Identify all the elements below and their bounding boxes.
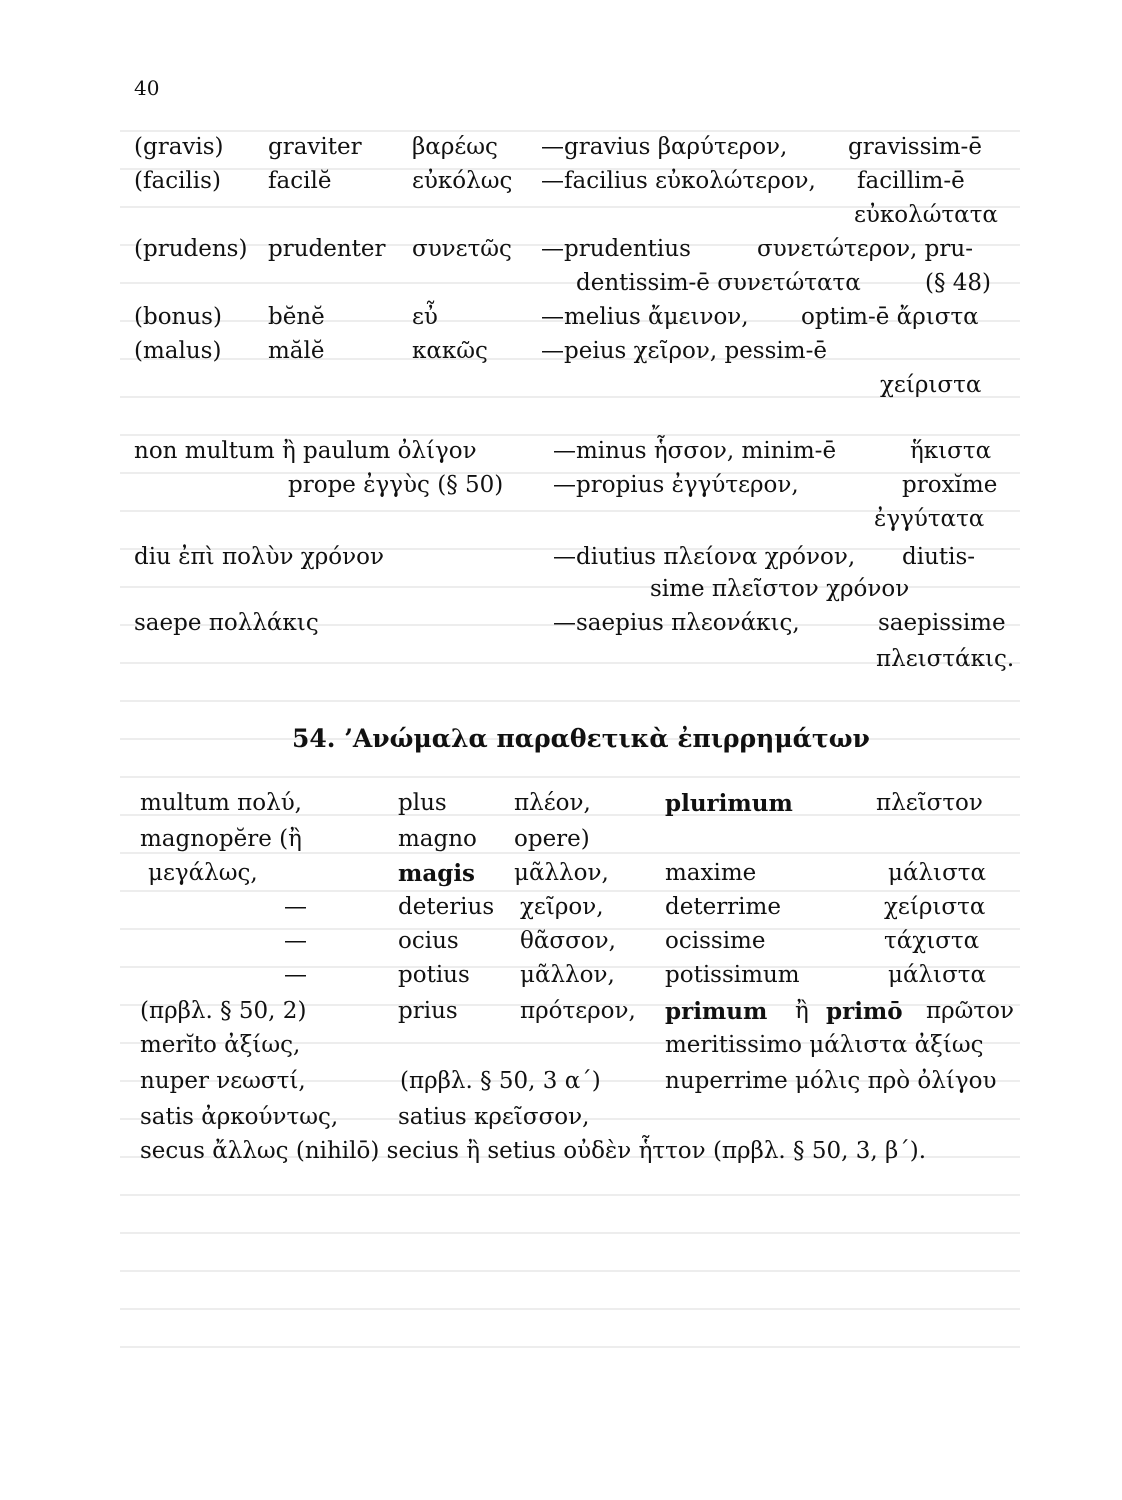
superlative-gravissime: gravissim-ē [848,134,982,160]
row-deterius-c2: deterius [398,894,495,920]
greek-kakos: κακῶς [412,338,488,364]
row-ocius-c5: τάχιστα [884,928,980,954]
adjective-bonus: (bonus) [134,304,222,330]
comparative-melius: —melius ἄμεινον, [541,304,749,330]
superlative-diutissime-start: diutis- [902,544,976,570]
superlative-greek-eukolotata: εὐκολώτατα [854,202,998,228]
row-potius-c4: potissimum [665,962,800,988]
row-deterius-c4: deterrime [665,894,781,920]
row-nuper-c3: nuperrime μόλις πρὸ ὀλίγου [665,1068,997,1094]
superlative-prudentissime: dentissim-ē συνετώτατα [576,270,861,296]
row-merito-c2: meritissimo μάλιστα ἀξίως [665,1032,984,1058]
row-satis-c1: satis ἀρκούντως, [140,1104,339,1130]
row-multum-c1: multum πολύ, [140,790,302,816]
row-multum-c5: πλεῖστον [876,790,983,816]
adjective-malus: (malus) [134,338,222,364]
row-secus: secus ἄλλως (nihilō) secius ἢ setius οὐδὲν ἧττον (πρβλ. § 50, 3, β´). [140,1138,927,1164]
comparative-prudentius: —prudentius [541,236,691,262]
superlative-proxime: proxĭme [902,472,998,498]
row-deterius-c3: χεῖρον, [520,894,604,920]
adverb-facile: facilĕ [268,168,332,194]
greek-eu: εὖ [412,304,438,330]
section-ref-48: (§ 48) [925,270,992,296]
row-merito-c1: merĭto ἀξίως, [140,1032,301,1058]
row-prius-c7: πρῶτον [926,998,1014,1024]
row-potius-c5: μάλιστα [888,962,987,988]
adverb-prudenter: prudenter [268,236,386,262]
row-multum-c2: plus [398,790,447,816]
row-prius-c2: prius [398,998,458,1024]
comparative-propius: —propius ἐγγύτερον, [553,472,799,498]
adverb-bene: bĕnĕ [268,304,325,330]
row-prius-c5: ἢ [795,998,809,1024]
page-number: 40 [134,76,160,100]
greek-bareos: βαρέως [412,134,498,160]
superlative-greek-cheirista: χείριστα [880,372,982,398]
adverb-saepe: saepe πολλάκις [134,610,319,636]
comparative-gravius: —gravius βαρύτερον, [541,134,788,160]
section-heading: 54. ’Ανώμαλα παραθετικὰ ἐπιρρημάτων [292,724,870,753]
row-potius-c1: — [284,962,307,988]
superlative-greek-hekista: ἥκιστα [910,438,992,464]
row-multum-c4: plurimum [665,790,793,817]
comparative-saepius: —saepius πλεονάκις, [553,610,800,636]
row-deterius-c1: — [284,894,307,920]
row-potius-c3: μᾶλλον, [520,962,615,988]
greek-eukolos: εὐκόλως [412,168,513,194]
row-prius-c1: (πρβλ. § 50, 2) [140,998,307,1024]
superlative-saepissime: saepissime [878,610,1006,636]
superlative-greek-engytata: ἐγγύτατα [874,506,985,532]
row-magnopere-c3: opere) [514,826,590,852]
row-magis-c4: maxime [665,860,757,886]
row-deterius-c5: χείριστα [884,894,986,920]
comparative-minus: —minus ἧσσον, minim-ē [553,438,837,464]
comparative-facilius: —facilius εὐκολώτερον, [541,168,816,194]
row-ocius-c4: ocissime [665,928,766,954]
adjective-prudens: (prudens) [134,236,248,262]
greek-synetos: συνετῶς [412,236,512,262]
row-ocius-c3: θᾶσσον, [520,928,616,954]
row-potius-c2: potius [398,962,470,988]
adverb-graviter: graviter [268,134,362,160]
row-magis-c5: μάλιστα [888,860,987,886]
row-multum-c3: πλέον, [514,790,591,816]
adverb-male: mălĕ [268,338,325,364]
superlative-optime: optim-ē ἄριστα [801,304,979,330]
row-prius-c6: primō [826,998,903,1025]
comparative-peius: —peius χεῖρον, pessim-ē [541,338,827,364]
adverb-diu: diu ἐπὶ πολὺν χρόνον [134,544,384,570]
row-nuper-c1: nuper νεωστί, [140,1068,306,1094]
row-ocius-c2: ocius [398,928,459,954]
row-prius-c3: πρότερον, [520,998,636,1024]
adverb-prope: prope ἐγγὺς (§ 50) [288,472,504,498]
adverb-non-multum: non multum ἢ paulum ὀλίγον [134,438,477,464]
row-magis-c3: μᾶλλον, [514,860,609,886]
row-satis-c2: satius κρεῖσσον, [398,1104,590,1130]
adjective-gravis: (gravis) [134,134,224,160]
comparative-diutius: —diutius πλείονα χρόνον, [553,544,856,570]
superlative-greek-pleistakis: πλειστάκις. [876,646,1015,672]
row-magnopere-c1: magnopĕre (ἢ [140,826,302,852]
row-prius-c4: primum [665,998,768,1025]
row-magnopere-c2: magno [398,826,477,852]
row-ocius-c1: — [284,928,307,954]
greek-synetoteron: συνετώτερον, pru- [757,236,973,262]
superlative-diutissime-end: sime πλεῖστον χρόνον [650,576,910,602]
superlative-facillime: facillim-ē [857,168,965,194]
adjective-facilis: (facilis) [134,168,221,194]
row-magis-c1: μεγάλως, [148,860,258,886]
row-nuper-c2: (πρβλ. § 50, 3 α´) [400,1068,601,1094]
row-magis-c2: magis [398,860,476,887]
